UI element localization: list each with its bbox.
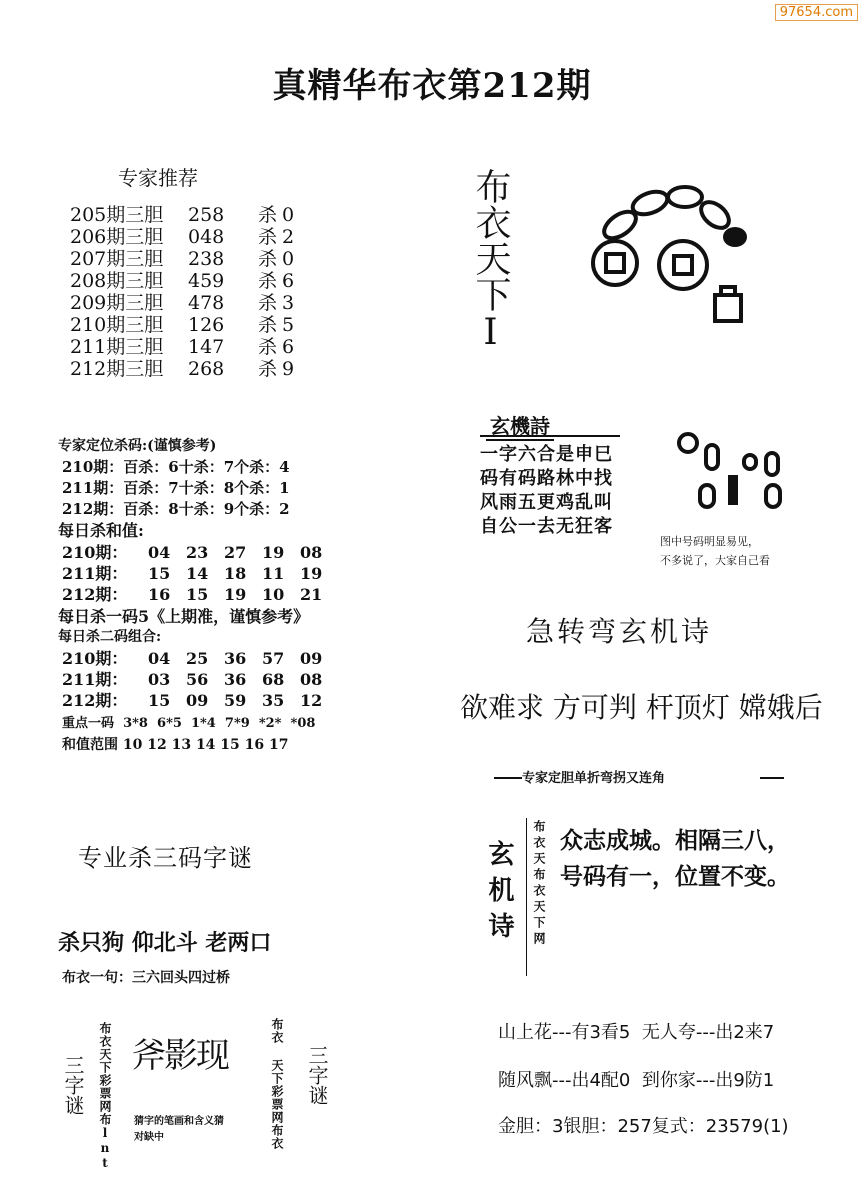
expert-row: 207期三胆 238 杀 0 xyxy=(70,248,295,270)
three-riddle-title: 专业杀三码字谜 xyxy=(78,844,253,872)
two-kill-row: 211期： 03 56 36 68 08 xyxy=(62,670,323,689)
poem-divider xyxy=(480,435,620,437)
expert-row: 206期三胆 048 杀 2 xyxy=(70,226,295,248)
jizhuan-title: 急转弯玄机诗 xyxy=(526,615,713,648)
position-kill-title: 专家定位杀码:(谨慎参考) xyxy=(58,438,217,454)
expert-row: 208期三胆 459 杀 6 xyxy=(70,270,295,292)
one-kill-line: 每日杀一码5《上期准，谨慎参考》 xyxy=(58,607,310,626)
picture-caption-1: 图中号码明显易见， xyxy=(660,535,759,548)
header-rule-left xyxy=(494,777,522,779)
position-kill-row: 210期：百杀：6十杀：7个杀：4 xyxy=(62,458,290,476)
position-kill-row: 212期：百杀：8十杀：9个杀：2 xyxy=(62,500,290,518)
two-kill-row: 212期： 15 09 59 35 12 xyxy=(62,691,323,710)
sum-kill-row: 211期： 15 14 18 11 19 xyxy=(62,564,323,583)
danzhe-header: 专家定胆单折弯拐又连角 xyxy=(522,771,666,786)
expert-title: 专家推荐 xyxy=(118,166,198,190)
poem-line: 码有码路林中找 xyxy=(480,468,613,489)
poem-line: 一字六合是申巳 xyxy=(480,444,613,465)
sum-range-line: 和值范围 10 12 13 14 15 16 17 xyxy=(62,737,289,753)
flower-line: 金胆：3银胆：257复式：23579(1) xyxy=(498,1116,789,1137)
key-code-line: 重点一码 3*8 6*5 1*4 7*9 *2* *08 xyxy=(62,716,316,731)
center-characters: 斧影现 xyxy=(132,1036,228,1076)
poem-line: 自公一去无狂客 xyxy=(480,516,613,537)
xuanji-label: 玄机诗 xyxy=(484,840,514,948)
column-left: 布衣天下彩票网布lnt xyxy=(98,1022,112,1171)
two-kill-title: 每日杀二码组合: xyxy=(58,629,162,645)
center-note-2: 对缺中 xyxy=(134,1132,164,1143)
expert-row: 211期三胆 147 杀 6 xyxy=(70,336,295,358)
two-kill-row: 210期： 04 25 36 57 09 xyxy=(62,649,323,668)
xuanji-line: 号码有一，位置不变。 xyxy=(560,863,790,890)
xuanji-line: 众志成城。相隔三八， xyxy=(560,827,790,854)
sum-kill-row: 210期： 04 23 27 19 08 xyxy=(62,543,323,562)
column-right: 布衣 天下彩票网布衣 xyxy=(270,1018,284,1150)
position-kill-row: 211期：百杀：7十杀：8个杀：1 xyxy=(62,479,290,497)
xuanji-divider xyxy=(526,818,528,976)
poem-line: 风雨五更鸡乱叫 xyxy=(480,492,613,513)
numbers-picture xyxy=(670,425,790,515)
san-zi-mi-left: 三字谜 xyxy=(61,1055,85,1115)
jizhuan-words: 欲难求 方可判 杆顶灯 嫦娥后 xyxy=(460,691,823,724)
site-watermark: 97654.com xyxy=(775,4,858,21)
page-title: 真精华布衣第212期 xyxy=(272,66,592,106)
center-note: 猜字的笔画和含义猜 xyxy=(134,1116,224,1127)
xuanji-side: 布衣天布衣天下网 xyxy=(532,820,546,948)
expert-row: 209期三胆 478 杀 3 xyxy=(70,292,295,314)
header-rule-right xyxy=(760,777,784,779)
buyi-one-line: 布衣一句：三六回头四过桥 xyxy=(62,970,230,986)
coin-necklace-picture xyxy=(575,175,775,335)
sum-kill-row: 212期： 16 15 19 10 21 xyxy=(62,585,323,604)
sum-kill-title: 每日杀和值: xyxy=(58,521,144,540)
expert-row: 205期三胆 258 杀 0 xyxy=(70,204,295,226)
san-zi-mi-right: 三字谜 xyxy=(305,1045,329,1105)
mystic-poem-title: 玄機詩 xyxy=(486,410,554,441)
expert-row: 212期三胆 268 杀 9 xyxy=(70,358,295,380)
picture-caption-2: 不多说了，大家自己看 xyxy=(660,554,770,567)
flower-line: 随风飘---出4配0 到你家---出9防1 xyxy=(498,1070,775,1091)
expert-row: 210期三胆 126 杀 5 xyxy=(70,314,295,336)
flower-line: 山上花---有3看5 无人夸---出2来7 xyxy=(498,1022,775,1043)
buyi-tianxia-vertical: 布衣天下I xyxy=(470,168,511,353)
three-riddle-words: 杀只狗 仰北斗 老两口 xyxy=(58,930,272,956)
